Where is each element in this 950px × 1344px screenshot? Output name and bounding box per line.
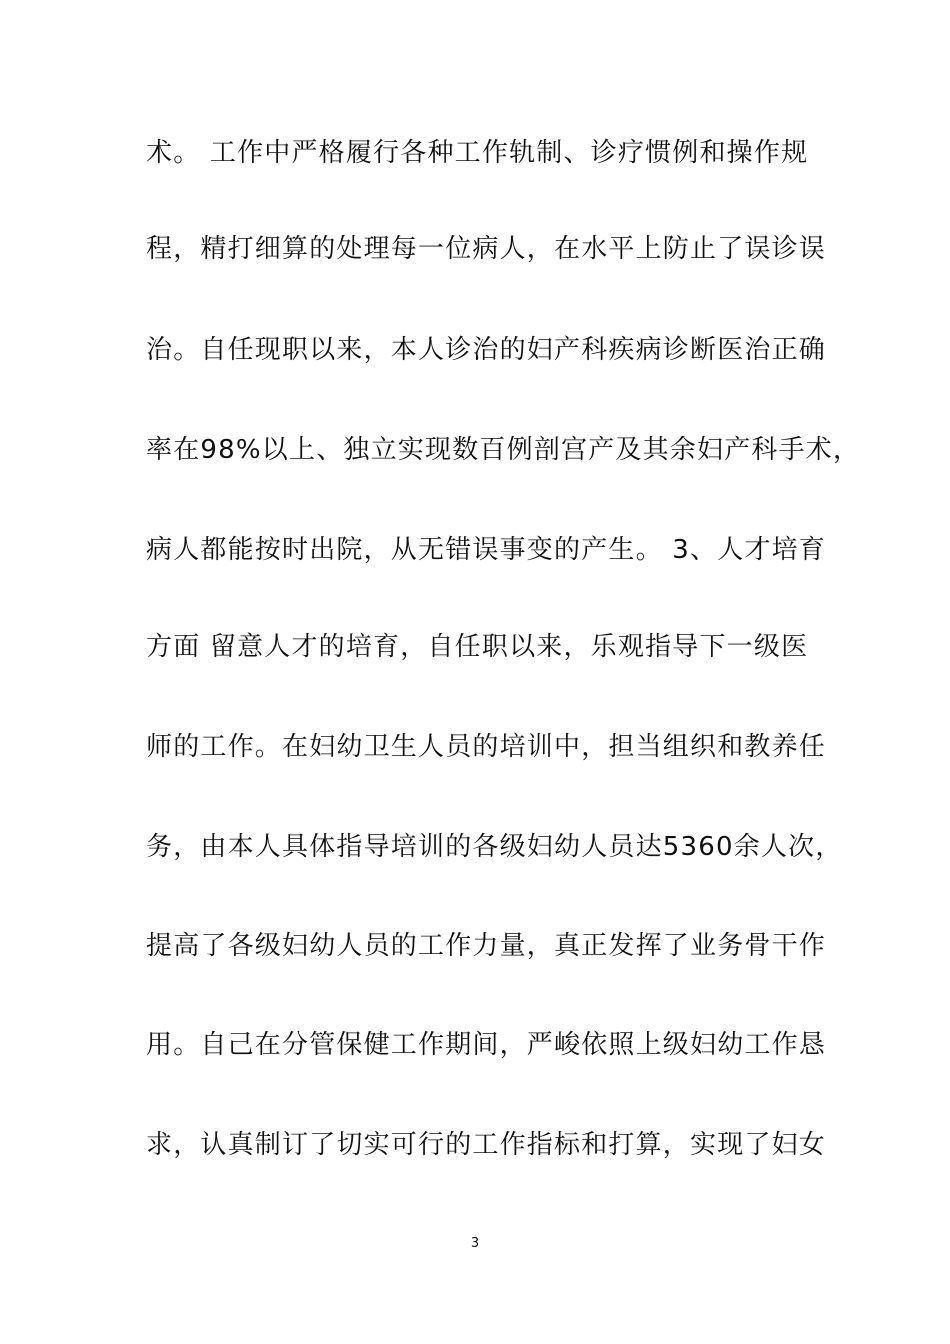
body-text-line: 提高了各级妇幼人员的工作力量，真正发挥了业务骨干作 <box>146 931 827 961</box>
body-text-line: 用。自己在分管保健工作期间，严峻依照上级妇幼工作恳 <box>146 1030 827 1060</box>
body-text-line: 求，认真制订了切实可行的工作指标和打算，实现了妇女 <box>146 1130 827 1160</box>
body-text-line: 务，由本人具体指导培训的各级妇幼人员达5360余人次， <box>146 832 843 862</box>
body-text-line: 方面 留意人才的培育，自任职以来，乐观指导下一级医 <box>146 632 809 662</box>
body-text-line: 程，精打细算的处理每一位病人，在水平上防止了误诊误 <box>146 234 827 264</box>
body-text-line: 病人都能按时出院，从无错误事变的产生。 3、人才培育 <box>146 535 827 565</box>
body-text-line: 率在98%以上、独立实现数百例剖宫产及其余妇产科手术， <box>146 435 861 465</box>
page-number: 3 <box>470 1236 480 1251</box>
body-text-line: 师的工作。在妇幼卫生人员的培训中，担当组织和教养任 <box>146 732 827 762</box>
body-text-line: 治。自任现职以来，本人诊治的妇产科疾病诊断医治正确 <box>146 335 827 365</box>
body-text-line: 术。 工作中严格履行各种工作轨制、诊疗惯例和操作规 <box>146 138 809 168</box>
